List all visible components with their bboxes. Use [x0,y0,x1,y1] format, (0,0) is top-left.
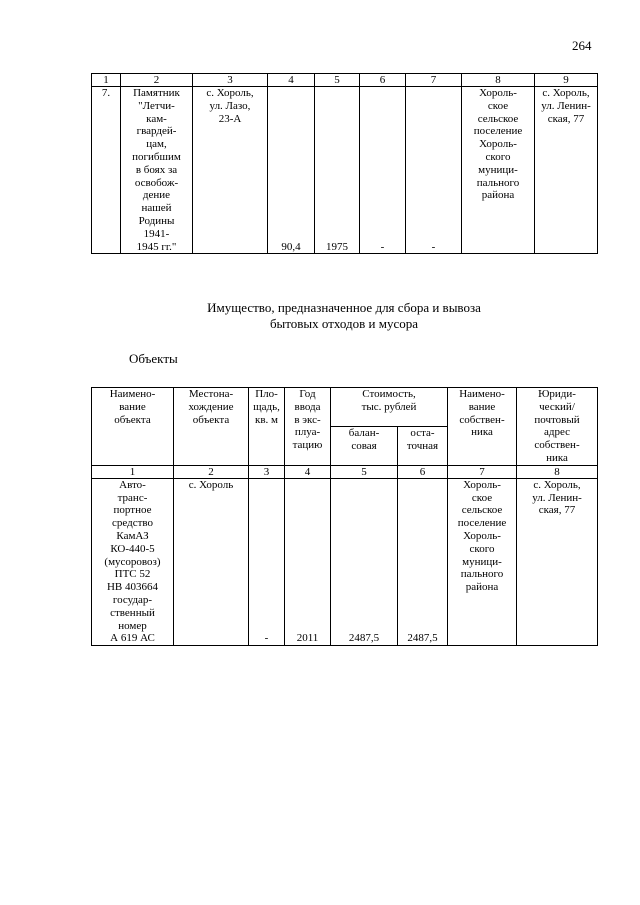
header-location: Местона- хождение объекта [174,388,249,466]
table-row [92,478,598,645]
object-year: 1975 [315,87,360,254]
header-area: Пло- щадь, кв. м [249,388,285,466]
column-number-row [92,465,598,478]
header-cost: Стоимость, тыс. рублей [331,388,448,427]
row-number: 7. [92,87,121,254]
header-row [92,388,598,427]
col-number: 2 [121,74,193,87]
object-year: 2011 [285,478,331,645]
col-number: 1 [92,74,121,87]
header-name: Наимено- вание объекта [92,388,174,466]
cost-balance: 2487,5 [331,478,398,645]
section-heading: Имущество, предназначенное для сбора и вывоза бытовых отходов и мусора [207,300,481,331]
col-number: 3 [249,465,285,478]
owner-address: с. Хороль, ул. Ленин- ская, 77 [517,478,598,645]
header-cost-residual: оста- точная [398,426,448,465]
col-number: 7 [406,74,462,87]
vehicle-table [91,387,598,646]
owner-address: с. Хороль, ул. Ленин- ская, 77 [535,87,598,254]
object-name: Авто- транс- портное средство КамАЗ КО-440-5 (мусоровоз) ПТС 52 НВ 403664 государ- ственный номер А 619 АС [92,478,174,645]
col-number: 5 [315,74,360,87]
table-row [92,87,598,254]
object-location: с. Хороль, ул. Лазо, 23-А [193,87,268,254]
header-address: Юриди- ческий/ почтовый адрес собствен- ника [517,388,598,466]
object-name: Памятник "Летчи- кам- гвардей- цам, погибшим в боях за освобож- дение нашей Родины 1941- 1945 гг." [121,87,193,254]
col-number: 3 [193,74,268,87]
object-owner: Хороль- ское сельское поселение Хороль- ского муници- пального района [462,87,535,254]
column-number-row [92,74,598,87]
object-area: - [249,478,285,645]
col-number: 6 [398,465,448,478]
page-number: 264 [572,38,592,53]
object-col6: - [360,87,406,254]
col-number: 4 [268,74,315,87]
col-number: 5 [331,465,398,478]
col-number: 2 [174,465,249,478]
header-year: Год ввода в экс- плуа- тацию [285,388,331,466]
col-number: 9 [535,74,598,87]
monument-table [91,73,598,254]
header-owner: Наимено- вание собствен- ника [448,388,517,466]
cost-residual: 2487,5 [398,478,448,645]
col-number: 1 [92,465,174,478]
object-area: 90,4 [268,87,315,254]
col-number: 4 [285,465,331,478]
col-number: 8 [517,465,598,478]
object-owner: Хороль- ское сельское поселение Хороль- ского муници- пального района [448,478,517,645]
header-cost-balance: балан- совая [331,426,398,465]
subheading: Объекты [129,351,178,366]
col-number: 8 [462,74,535,87]
object-col7: - [406,87,462,254]
object-location: с. Хороль [174,478,249,645]
col-number: 6 [360,74,406,87]
col-number: 7 [448,465,517,478]
